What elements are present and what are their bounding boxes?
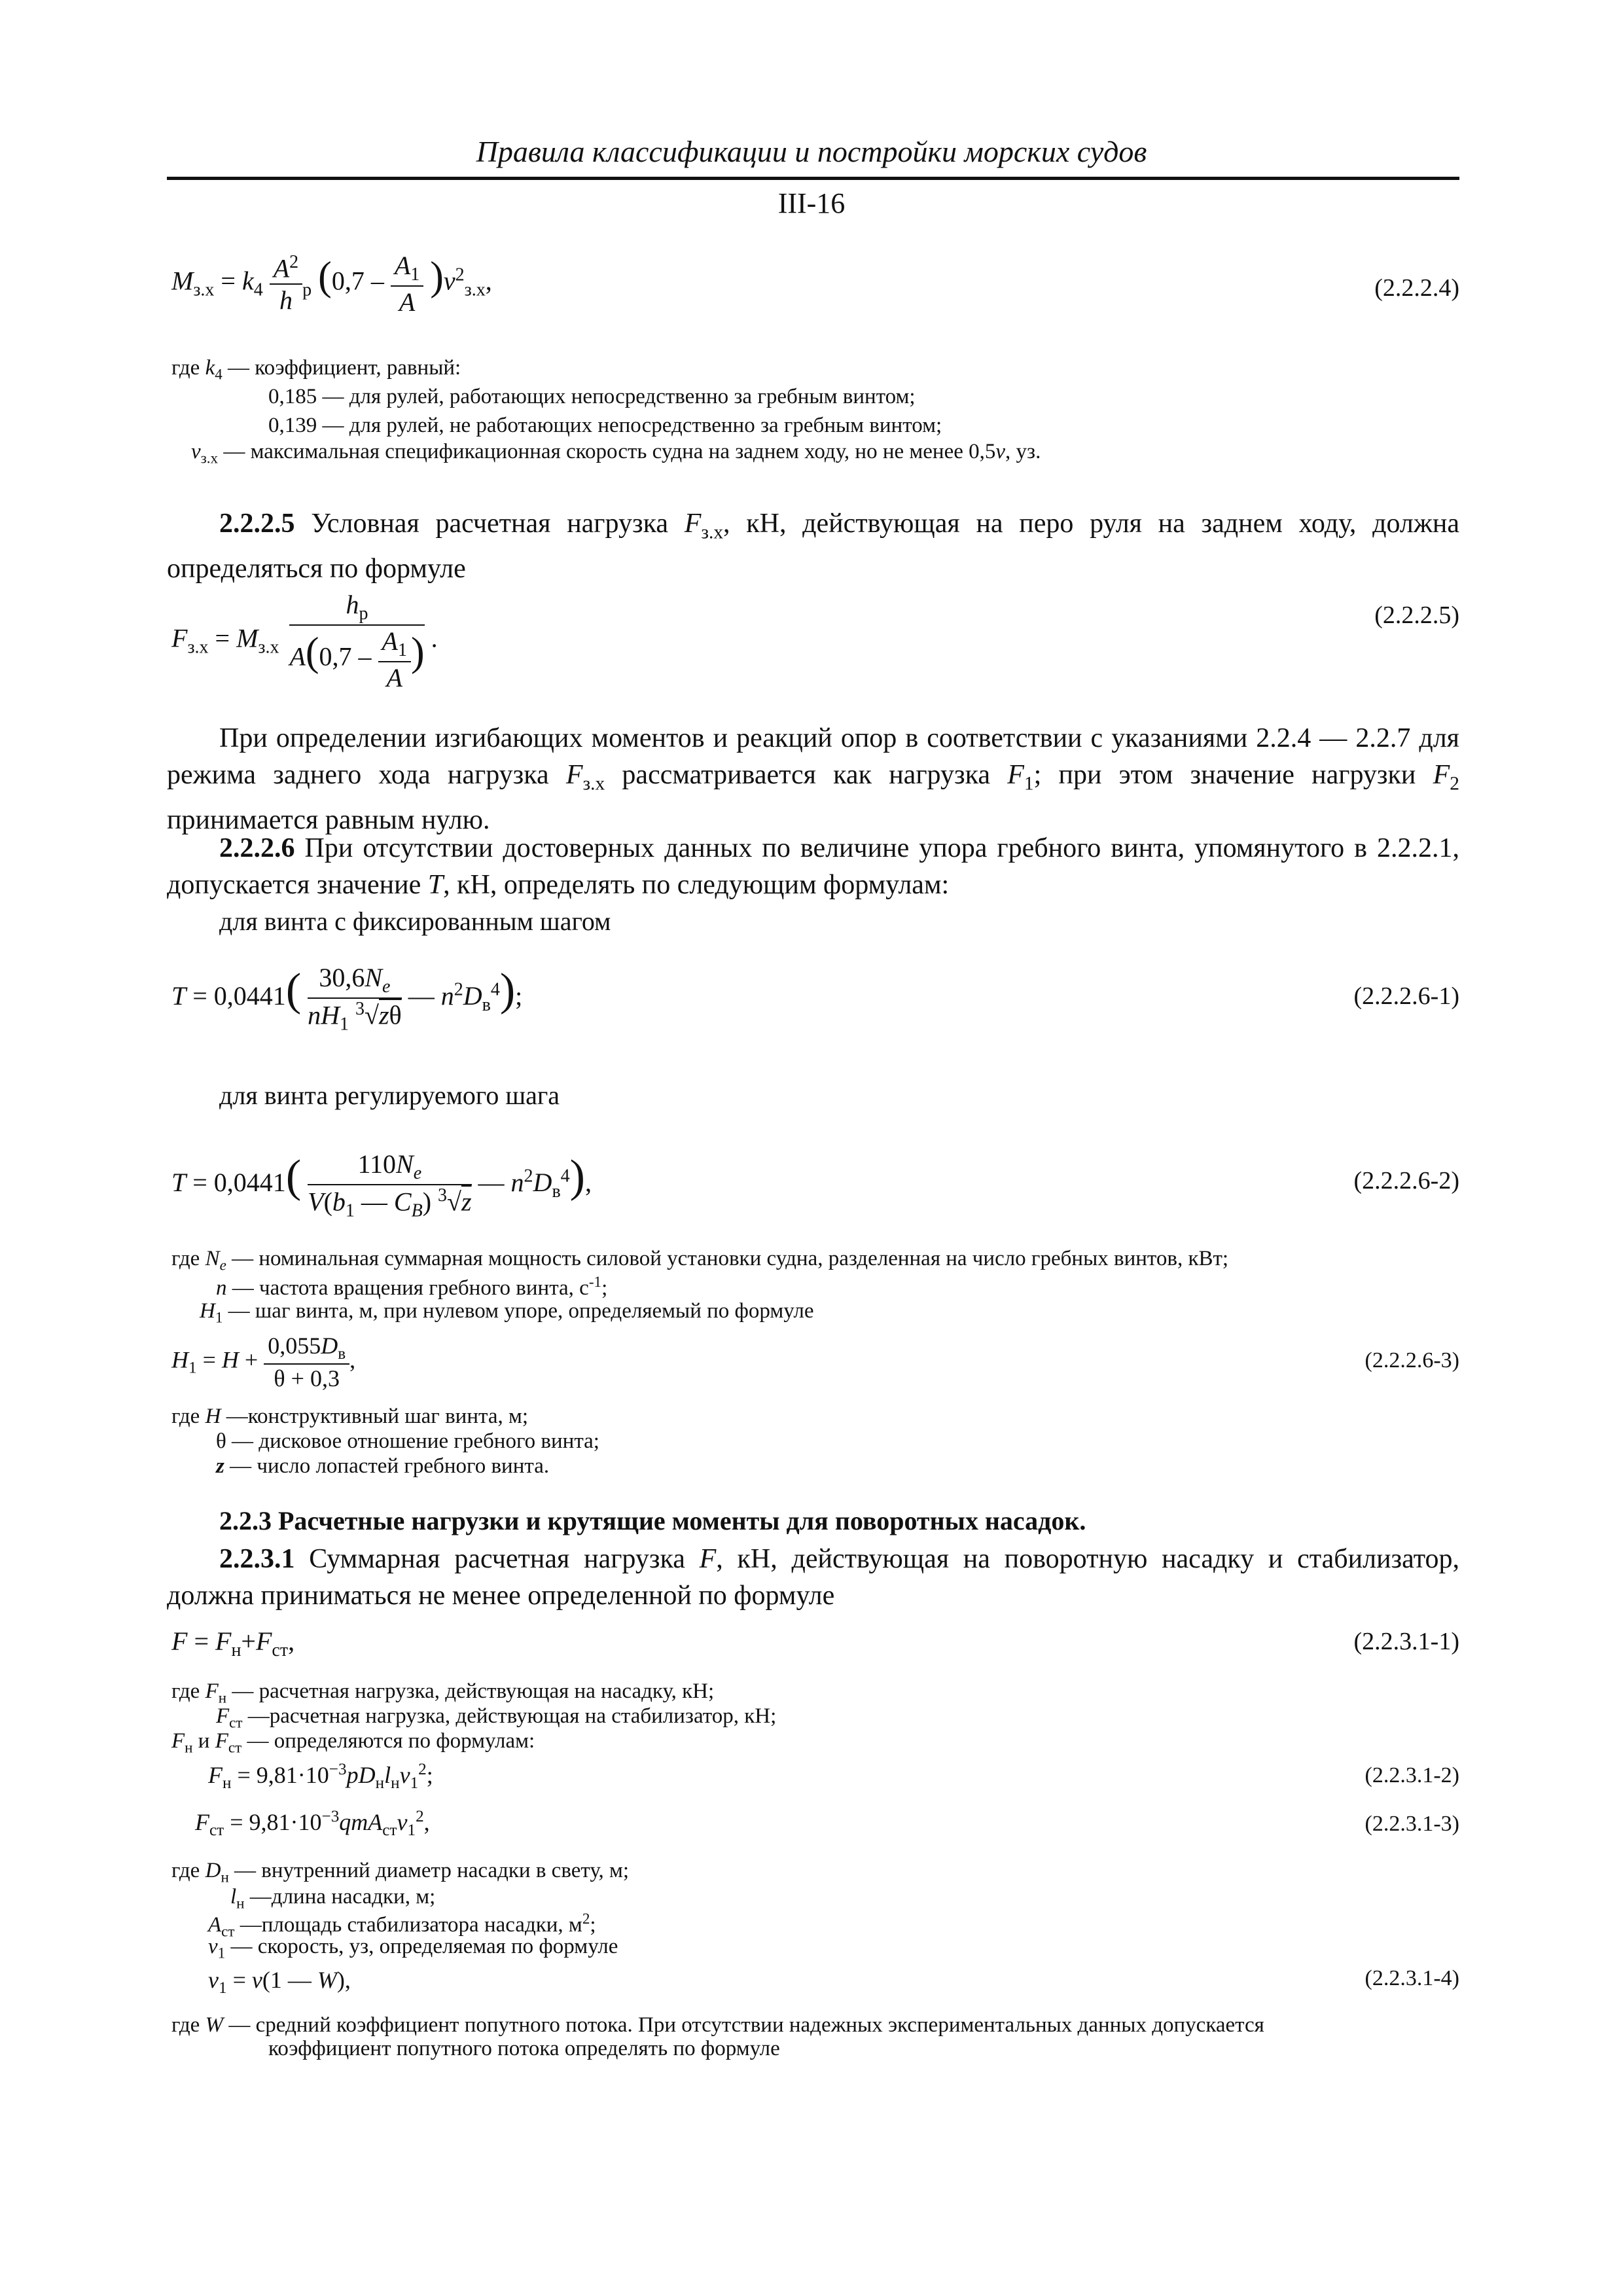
equation-number: (2.2.2.6-3) (1364, 1348, 1459, 1372)
definition-line: $A_{ст}$ —площадь стабилизатора насадки, $м^2$; (208, 1910, 596, 1940)
paragraph-2-2-2-5: 2.2.2.5 Условная расчетная нагрузка $F_{з.х}$, кН, действующая на перо руля на заднем ходу, должна определяться по формуле (167, 509, 1459, 584)
equation-2-2-2-6-1: T = 0,0441( $\frac{30,6N_e}{nH_1 ^3√z\theta}$ — $n^2D_в^4$); (171, 963, 523, 1035)
equation-number: (2.2.2.5) (1374, 601, 1459, 629)
equation-2-2-3-1-4: $v_1 = v(1$ — W), (208, 1967, 351, 1998)
definition-line: $F_н$ и $F_{ст}$ — определяются по формулам: (171, 1729, 535, 1756)
equation-number: (2.2.2.6-2) (1353, 1167, 1459, 1194)
definition-line: где $N_e$ — номинальная суммарная мощность силовой установки судна, разделенная на число гребных винтов, кВт; (171, 1247, 1229, 1274)
equation-2-2-3-1-1: $F = F_н+F_{ст}$, (171, 1626, 295, 1660)
equation-2-2-3-1-2: $F_н = 9,81\cdot 10^{-3}pD_нl_нv_1^2$; (208, 1761, 433, 1793)
header-rule (167, 177, 1459, 180)
equation-2-2-3-1-3: $F_{ст} = 9,81\cdot 10^{-3}qmA_{ст}v_1^2$, (195, 1808, 430, 1840)
equation-2-2-2-6-2: T = 0,0441( $\frac{110N_e}{V(b_1 — C_B) ^3√z}$ — $n^2D_в^4$), (171, 1149, 592, 1221)
running-header: Правила классификации и постройки морских судов (476, 135, 1147, 168)
definition-line: z — число лопастей гребного винта. (216, 1454, 550, 1478)
variable-pitch-label: для винта регулируемого шага (219, 1081, 560, 1110)
paragraph-note: При определении изгибающих моментов и реакций опор в соответствии с указаниями 2.2.4 — 2.2.7 для режима заднего хода нагрузка $F_{з.х}$ рассматривается как нагрузка $F_1$; при этом значение нагрузки $F_2$ принимается равным нулю. (167, 723, 1459, 836)
paragraph-2-2-2-6: 2.2.2.6 При отсутствии достоверных данных по величине упора гребного винта, упомянутого в 2.2.2.1, допускается значение T, кН, определять по следующим формулам: (167, 833, 1459, 900)
definition-line: где $F_н$ — расчетная нагрузка, действующая на насадку, кН; (171, 1679, 715, 1706)
equation-2-2-2-5: $F_{з.х} = M_{з.х}$ $h_р$ A(0,7 – $\frac{A_1}{A}$ ) . (171, 590, 438, 692)
equation-2-2-2-4: $M_{з.х} = k_4$ $\frac{A^2}{h}$ $_р$ (0,7 – $\frac{A_1}{A}$ )$v^2_{з.х}$, (171, 251, 492, 317)
definition-line: θ — дисковое отношение гребного винта; (216, 1429, 599, 1453)
equation-number: (2.2.3.1-2) (1364, 1763, 1459, 1787)
equation-2-2-2-6-3: $H_1 = H$ + $\frac{0,055D_в}{\theta + 0,3}$ , (171, 1333, 356, 1392)
equation-number: (2.2.2.6-1) (1353, 982, 1459, 1010)
definition-line: где $k_4$ — коэффициент, равный: (171, 356, 461, 383)
definition-line: $v_1$ — скорость, уз, определяемая по формуле (208, 1935, 618, 1962)
definition-line: где H —конструктивный шаг винта, м; (171, 1405, 529, 1428)
equation-number: (2.2.2.4) (1374, 274, 1459, 302)
equation-number: (2.2.3.1-1) (1353, 1628, 1459, 1655)
page-number: III-16 (777, 187, 846, 219)
definition-line: коэффициент попутного потока определять по формуле (268, 2037, 780, 2060)
definition-line: где $D_н$ — внутренний диаметр насадки в свету, м; (171, 1859, 630, 1886)
equation-number: (2.2.3.1-4) (1364, 1966, 1459, 1990)
paragraph-2-2-3-1: 2.2.3.1 Суммарная расчетная нагрузка F, кН, действующая на поворотную насадку и стабилизатор, должна приниматься не менее определенной по формуле (167, 1544, 1459, 1611)
definition-line: n — частота вращения гребного винта, $с^{-1}$; (216, 1273, 608, 1300)
fixed-pitch-label: для винта с фиксированным шагом (219, 906, 611, 936)
equation-number: (2.2.3.1-3) (1364, 1812, 1459, 1836)
definition-line: 0,139 — для рулей, не работающих непосредственно за гребным винтом; (268, 414, 942, 437)
definition-line: 0,185 — для рулей, работающих непосредственно за гребным винтом; (268, 385, 916, 408)
definition-line: $H_1$ — шаг винта, м, при нулевом упоре, определяемый по формуле (200, 1299, 814, 1326)
definition-line: где W — средний коэффициент попутного потока. При отсутствии надежных экспериментальных данных допускается (171, 2013, 1264, 2037)
definition-line: $F_{ст}$ —расчетная нагрузка, действующая на стабилизатор, кН; (216, 1704, 777, 1731)
definition-line: $l_н$ —длина насадки, м; (230, 1885, 436, 1912)
section-heading-2-2-3: 2.2.3 Расчетные нагрузки и крутящие моменты для поворотных насадок. (219, 1506, 1086, 1535)
definition-line: $v_{з.х}$ — максимальная спецификационная скорость судна на заднем ходу, но не менее 0,5v, уз. (191, 440, 1041, 467)
